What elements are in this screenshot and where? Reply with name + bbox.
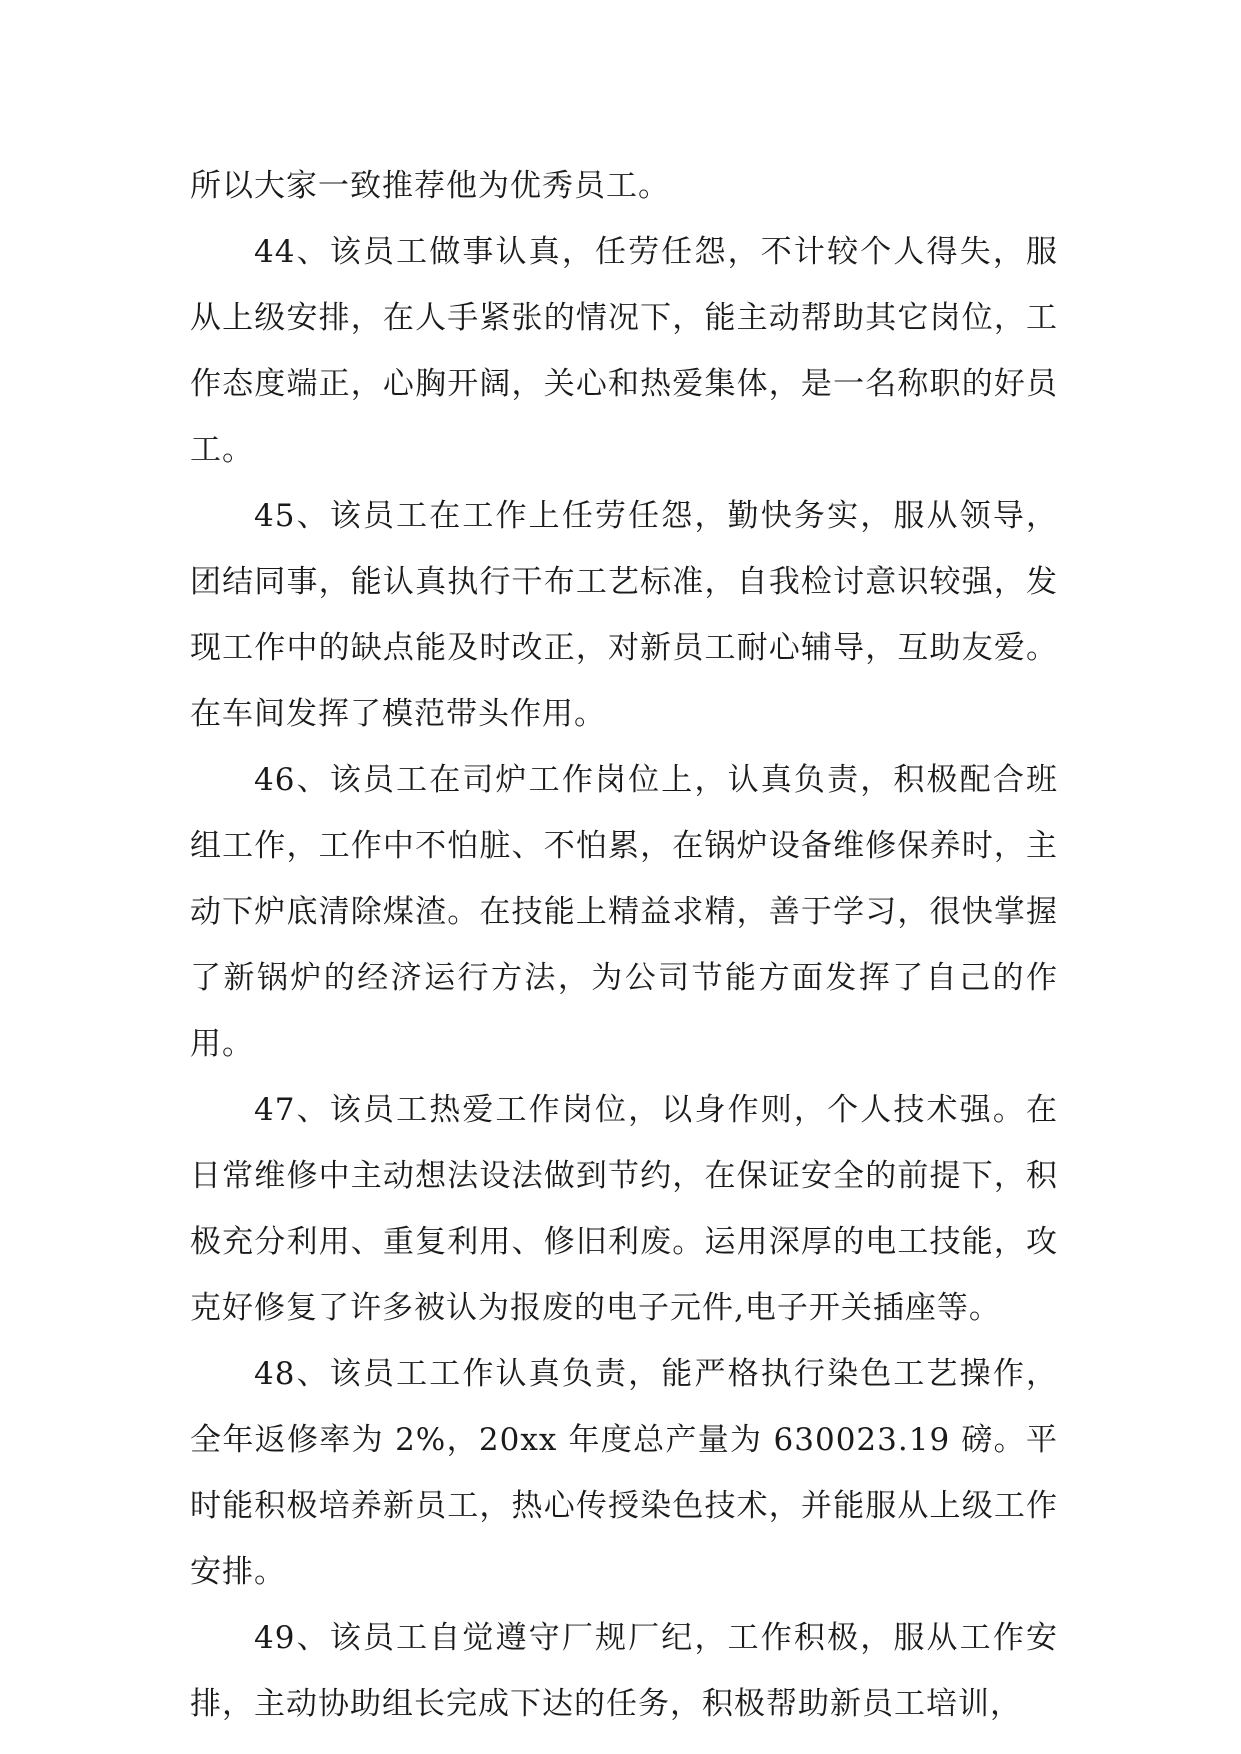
document-body [190, 153, 1058, 1737]
paragraph-44: 44、该员工做事认真，任劳任怨，不计较个人得失，服从上级安排，在人手紧张的情况下，能主动帮助其它岗位，工作态度端正，心胸开阔，关心和热爱集体，是一名称职的好员工。 [190, 234, 1058, 468]
paragraph-49: 49、该员工自觉遵守厂规厂纪，工作积极，服从工作安排，主动协助组长完成下达的任务，积极帮助新员工培训， [190, 1620, 1058, 1722]
paragraph-45: 45、该员工在工作上任劳任怨，勤快务实，服从领导，团结同事，能认真执行干布工艺标准，自我检讨意识较强，发现工作中的缺点能及时改正，对新员工耐心辅导，互助友爱。在车间发挥了模范带头作用。 [190, 498, 1058, 732]
paragraph-47: 47、该员工热爱工作岗位，以身作则，个人技术强。在日常维修中主动想法设法做到节约，在保证安全的前提下，积极充分利用、重复利用、修旧利废。运用深厚的电工技能，攻克好修复了许多被认为报废的电子元件,电子开关插座等。 [190, 1092, 1058, 1326]
paragraph-48: 48、该员工工作认真负责，能严格执行染色工艺操作，全年返修率为 2%，20xx 年度总产量为 630023.19 磅。平时能积极培养新员工，热心传授染色技术，并能服从上级工作安排。 [190, 1356, 1058, 1590]
paragraph-continuation: 所以大家一致推荐他为优秀员工。 [190, 168, 670, 204]
paragraph-46: 46、该员工在司炉工作岗位上，认真负责，积极配合班组工作，工作中不怕脏、不怕累，在锅炉设备维修保养时，主动下炉底清除煤渣。在技能上精益求精，善于学习，很快掌握了新锅炉的经济运行方法，为公司节能方面发挥了自己的作用。 [190, 762, 1058, 1062]
